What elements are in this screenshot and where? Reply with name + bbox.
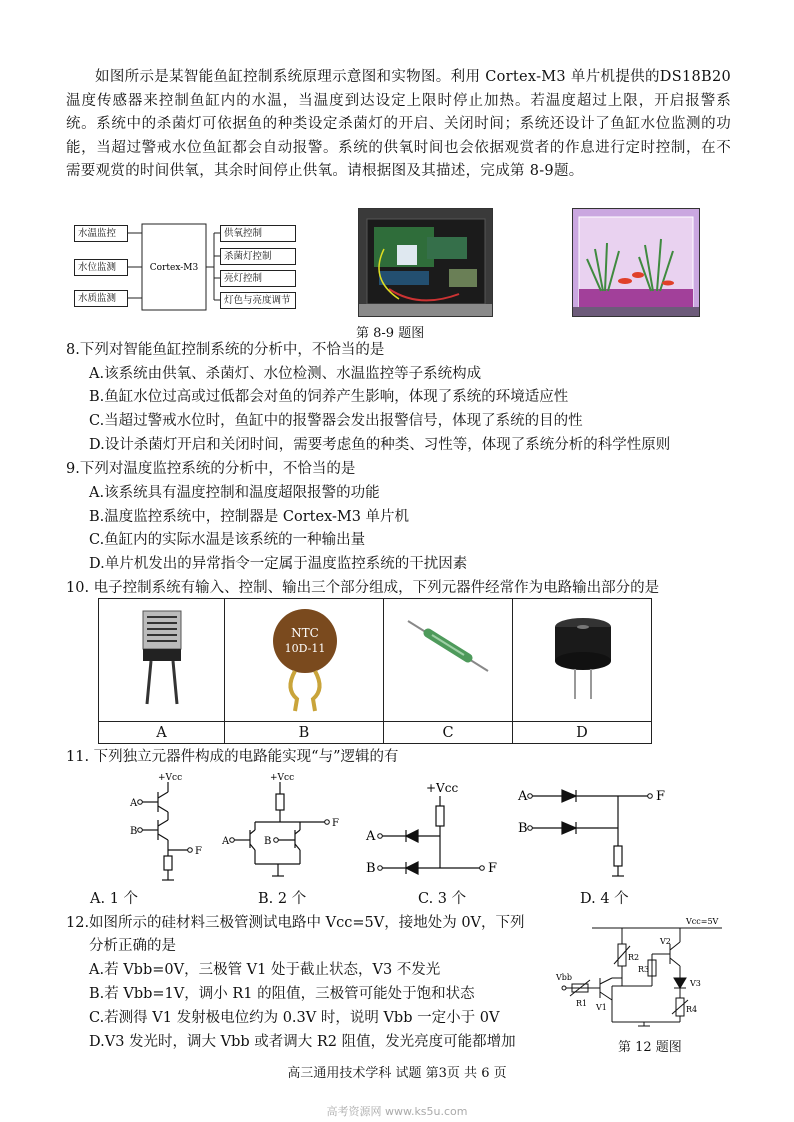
q9-option-a: A.该系统具有温度控制和温度超限报警的功能 bbox=[89, 485, 380, 501]
fish-tank-photo bbox=[572, 208, 700, 317]
circuit-b-input-b: B bbox=[264, 836, 272, 847]
output-block-uv-lamp: 杀菌灯控制 bbox=[220, 248, 296, 265]
q12-r4-label: R4 bbox=[686, 1005, 698, 1014]
circuit-b-vcc-label: +Vcc bbox=[270, 773, 295, 783]
block-diagram bbox=[70, 218, 300, 318]
circuit-a-vcc-label: +Vcc bbox=[158, 773, 183, 783]
output-block-light: 亮灯控制 bbox=[220, 270, 296, 287]
ntc-thermistor-icon bbox=[225, 599, 383, 717]
circuit-d-output-f: F bbox=[656, 789, 666, 804]
intro-paragraph: 如图所示是某智能鱼缸控制系统原理示意图和实物图。利用 Cortex-M3 单片机提供的DS18B20温度传感器来控制鱼缸内的水温，当温度到达设定上限时停止加热。若温度超过上限，开启报警系统。系统中的杀菌灯可依据鱼的种类设定杀菌灯的开启、关闭时间；系统还设计了鱼缸水位监测的功能，当超过警戒水位鱼缸都会自动报警。系统的供氧时间也会依据观赏者的作息进行定时控制，在不需要观赏的时间供氧，其余时间停止供氧。请根据图及其描述，完成第 8-9题。 bbox=[66, 69, 731, 179]
reed-switch-icon bbox=[384, 599, 512, 717]
circuit-c-input-a: A bbox=[366, 829, 376, 844]
q12-caption: 第 12 题图 bbox=[618, 1040, 682, 1055]
q11-stem: 11. 下列独立元器件构成的电路能实现“与”逻辑的有 bbox=[66, 749, 399, 765]
q12-r1-label: R1 bbox=[576, 999, 588, 1008]
q8-option-b: B.鱼缸水位过高或过低都会对鱼的饲养产生影响，体现了系统的环境适应性 bbox=[89, 389, 569, 405]
q10-cell-a bbox=[99, 599, 225, 722]
input-block-quality: 水质监测 bbox=[74, 290, 128, 307]
q8-option-c: C.当超过警戒水位时，鱼缸中的报警器会发出报警信号，体现了系统的目的性 bbox=[89, 413, 583, 429]
q12-v1-label: V1 bbox=[596, 1003, 607, 1012]
q10-label-b: B bbox=[225, 722, 384, 744]
circuit-a-input-b: B bbox=[130, 826, 138, 837]
q12-stem-line1: 12.如图所示的硅材料三极管测试电路中 Vcc=5V，接地处为 0V，下列 bbox=[66, 915, 525, 931]
page-footer: 高三通用技术学科 试题 第3页 共 6 页 bbox=[287, 1066, 507, 1081]
q12-option-a: A.若 Vbb=0V，三极管 V1 处于截止状态，V3 不发光 bbox=[89, 962, 441, 978]
q11-circuits bbox=[100, 768, 700, 886]
circuit-d-input-a: A bbox=[518, 789, 528, 804]
q12-option-b: B.若 Vbb=1V，调小 R1 的阻值，三极管可能处于饱和状态 bbox=[89, 986, 475, 1002]
q8-stem: 8.下列对智能鱼缸控制系统的分析中，不恰当的是 bbox=[66, 342, 385, 358]
q12-v2-label: V2 bbox=[660, 937, 671, 946]
circuit-c-input-b: B bbox=[366, 861, 376, 876]
q10-component-table bbox=[98, 598, 652, 744]
ntc-label-1: NTC bbox=[291, 626, 319, 640]
circuit-d-input-b: B bbox=[518, 821, 528, 836]
q12-stem-line2: 分析正确的是 bbox=[89, 938, 176, 954]
controller-label: Cortex-M3 bbox=[149, 263, 199, 273]
q9-stem: 9.下列对温度监控系统的分析中，不恰当的是 bbox=[66, 461, 356, 477]
circuit-c-output-f: F bbox=[488, 861, 498, 876]
circuit-c-vcc-label: +Vcc bbox=[426, 781, 459, 795]
q8-option-d: D.设计杀菌灯开启和关闭时间，需要考虑鱼的种类、习性等，体现了系统分析的科学性原则 bbox=[89, 437, 671, 453]
humidity-sensor-icon bbox=[99, 599, 224, 717]
q11-option-c: C. 3 个 bbox=[418, 891, 467, 907]
watermark: 高考资源网 www.ks5u.com bbox=[326, 1105, 468, 1118]
output-block-oxygen: 供氧控制 bbox=[220, 225, 296, 242]
q9-option-c: C.鱼缸内的实际水温是该系统的一种输出量 bbox=[89, 532, 366, 548]
output-block-color: 灯色与亮度调节 bbox=[220, 292, 296, 309]
q10-label-a: A bbox=[99, 722, 225, 744]
circuit-board-photo bbox=[358, 208, 493, 317]
q11-option-b: B. 2 个 bbox=[258, 891, 307, 907]
circuit-a-input-a: A bbox=[130, 798, 138, 809]
fig-8-9-caption: 第 8-9 题图 bbox=[356, 326, 425, 341]
q12-circuit bbox=[552, 914, 730, 1030]
q10-stem: 10. 电子控制系统有输入、控制、输出三个部分组成，下列元器件经常作为电路输出部分的是 bbox=[66, 580, 660, 596]
q9-option-d: D.单片机发出的异常指令一定属于温度监控系统的干扰因素 bbox=[89, 556, 468, 572]
q12-vbb-label: Vbb bbox=[556, 973, 573, 982]
buzzer-icon bbox=[513, 599, 651, 717]
q11-option-d: D. 4 个 bbox=[580, 891, 629, 907]
q10-label-c: C bbox=[384, 722, 513, 744]
circuit-b-output-f: F bbox=[332, 818, 339, 829]
q10-cell-d bbox=[513, 599, 652, 722]
q12-r3-label: R3 bbox=[638, 965, 650, 974]
q12-option-d: D.V3 发光时，调大 Vbb 或者调大 R2 阻值，发光亮度可能都增加 bbox=[89, 1034, 516, 1050]
q8-option-a: A.该系统由供氧、杀菌灯、水位检测、水温监控等子系统构成 bbox=[89, 366, 482, 382]
input-block-level: 水位监测 bbox=[74, 259, 128, 276]
q12-r2-label: R2 bbox=[628, 953, 640, 962]
q9-option-b: B.温度监控系统中，控制器是 Cortex-M3 单片机 bbox=[89, 509, 410, 525]
circuit-b-input-a: A bbox=[222, 836, 230, 847]
q10-cell-b bbox=[225, 599, 384, 722]
q12-option-c: C.若测得 V1 发射极电位约为 0.3V 时，说明 Vbb 一定小于 0V bbox=[89, 1010, 500, 1026]
q12-vcc-label: Vcc=5V bbox=[686, 917, 719, 926]
input-block-temp: 水温监控 bbox=[74, 225, 128, 242]
q11-option-a: A. 1 个 bbox=[90, 891, 139, 907]
q12-v3-label: V3 bbox=[690, 979, 701, 988]
ntc-label-2: 10D-11 bbox=[284, 642, 326, 655]
q10-cell-c bbox=[384, 599, 513, 722]
q10-label-d: D bbox=[513, 722, 652, 744]
circuit-a-output-f: F bbox=[195, 846, 202, 857]
